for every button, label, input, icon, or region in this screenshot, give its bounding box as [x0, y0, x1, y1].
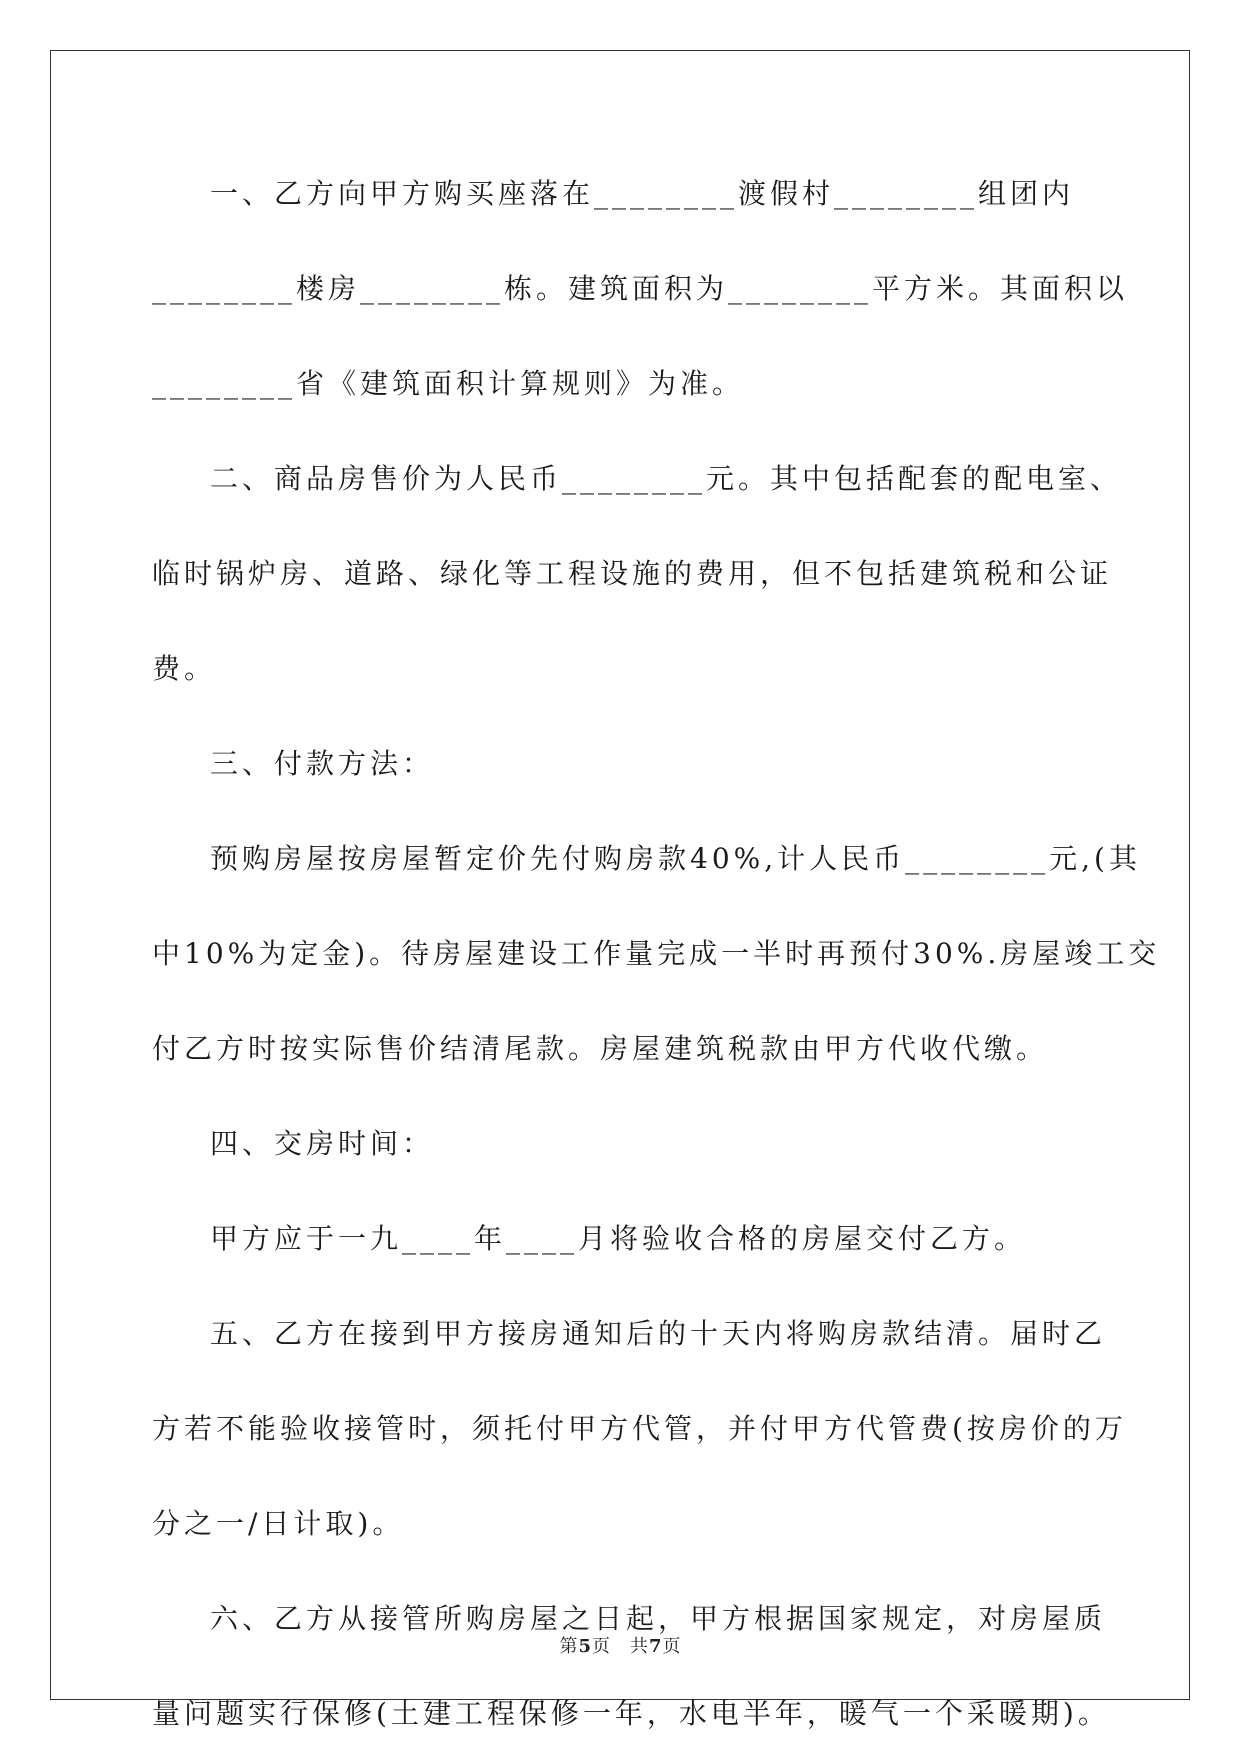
clause-1-line-1: 一、乙方向甲方购买座落在________渡假村________组团内 [210, 177, 1075, 210]
clause-1-line-3: ________省《建筑面积计算规则》为准。 [152, 367, 745, 400]
total-page-number: 7 [649, 1636, 663, 1657]
page-number-footer [0, 1632, 1241, 1658]
clause-5-line-2: 方若不能验收接管时，须托付甲方代管，并付甲方代管费(按房价的万 [152, 1412, 1127, 1445]
payment-line-1: 预购房屋按房屋暂定价先付购房款40%,计人民币________元,(其 [210, 842, 1141, 875]
clause-4-heading: 四、交房时间： [210, 1127, 435, 1160]
footer-middle: 页 共 [592, 1636, 649, 1657]
clause-5-line-1: 五、乙方在接到甲方接房通知后的十天内将购房款结清。届时乙 [210, 1317, 1107, 1350]
payment-line-2: 中10%为定金)。待房屋建设工作量完成一半时再预付30%.房屋竣工交 [152, 937, 1161, 970]
clause-2-line-3: 费。 [152, 652, 217, 685]
clause-2-line-2: 临时锅炉房、道路、绿化等工程设施的费用，但不包括建筑税和公证 [152, 557, 1113, 590]
payment-line-3: 付乙方时按实际售价结清尾款。房屋建筑税款由甲方代收代缴。 [152, 1032, 1049, 1065]
clause-6-line-2: 量问题实行保修(土建工程保修一年，水电半年，暖气一个采暖期)。 [152, 1697, 1110, 1730]
clause-3-heading: 三、付款方法： [210, 747, 435, 780]
footer-suffix: 页 [662, 1636, 682, 1657]
clause-1-line-2: ________楼房________栋。建筑面积为________平方米。其面积以 [152, 272, 1129, 305]
delivery-line-1: 甲方应于一九____年____月将验收合格的房屋交付乙方。 [210, 1222, 1027, 1255]
clause-2-line-1: 二、商品房售价为人民币________元。其中包括配套的配电室、 [210, 462, 1123, 495]
current-page-number: 5 [578, 1636, 592, 1657]
document-body [152, 160, 1161, 1748]
footer-prefix: 第 [559, 1636, 579, 1657]
clause-6-line-1: 六、乙方从接管所购房屋之日起，甲方根据国家规定，对房屋质 [210, 1602, 1107, 1635]
clause-5-line-3: 分之一/日计取)。 [152, 1507, 405, 1540]
